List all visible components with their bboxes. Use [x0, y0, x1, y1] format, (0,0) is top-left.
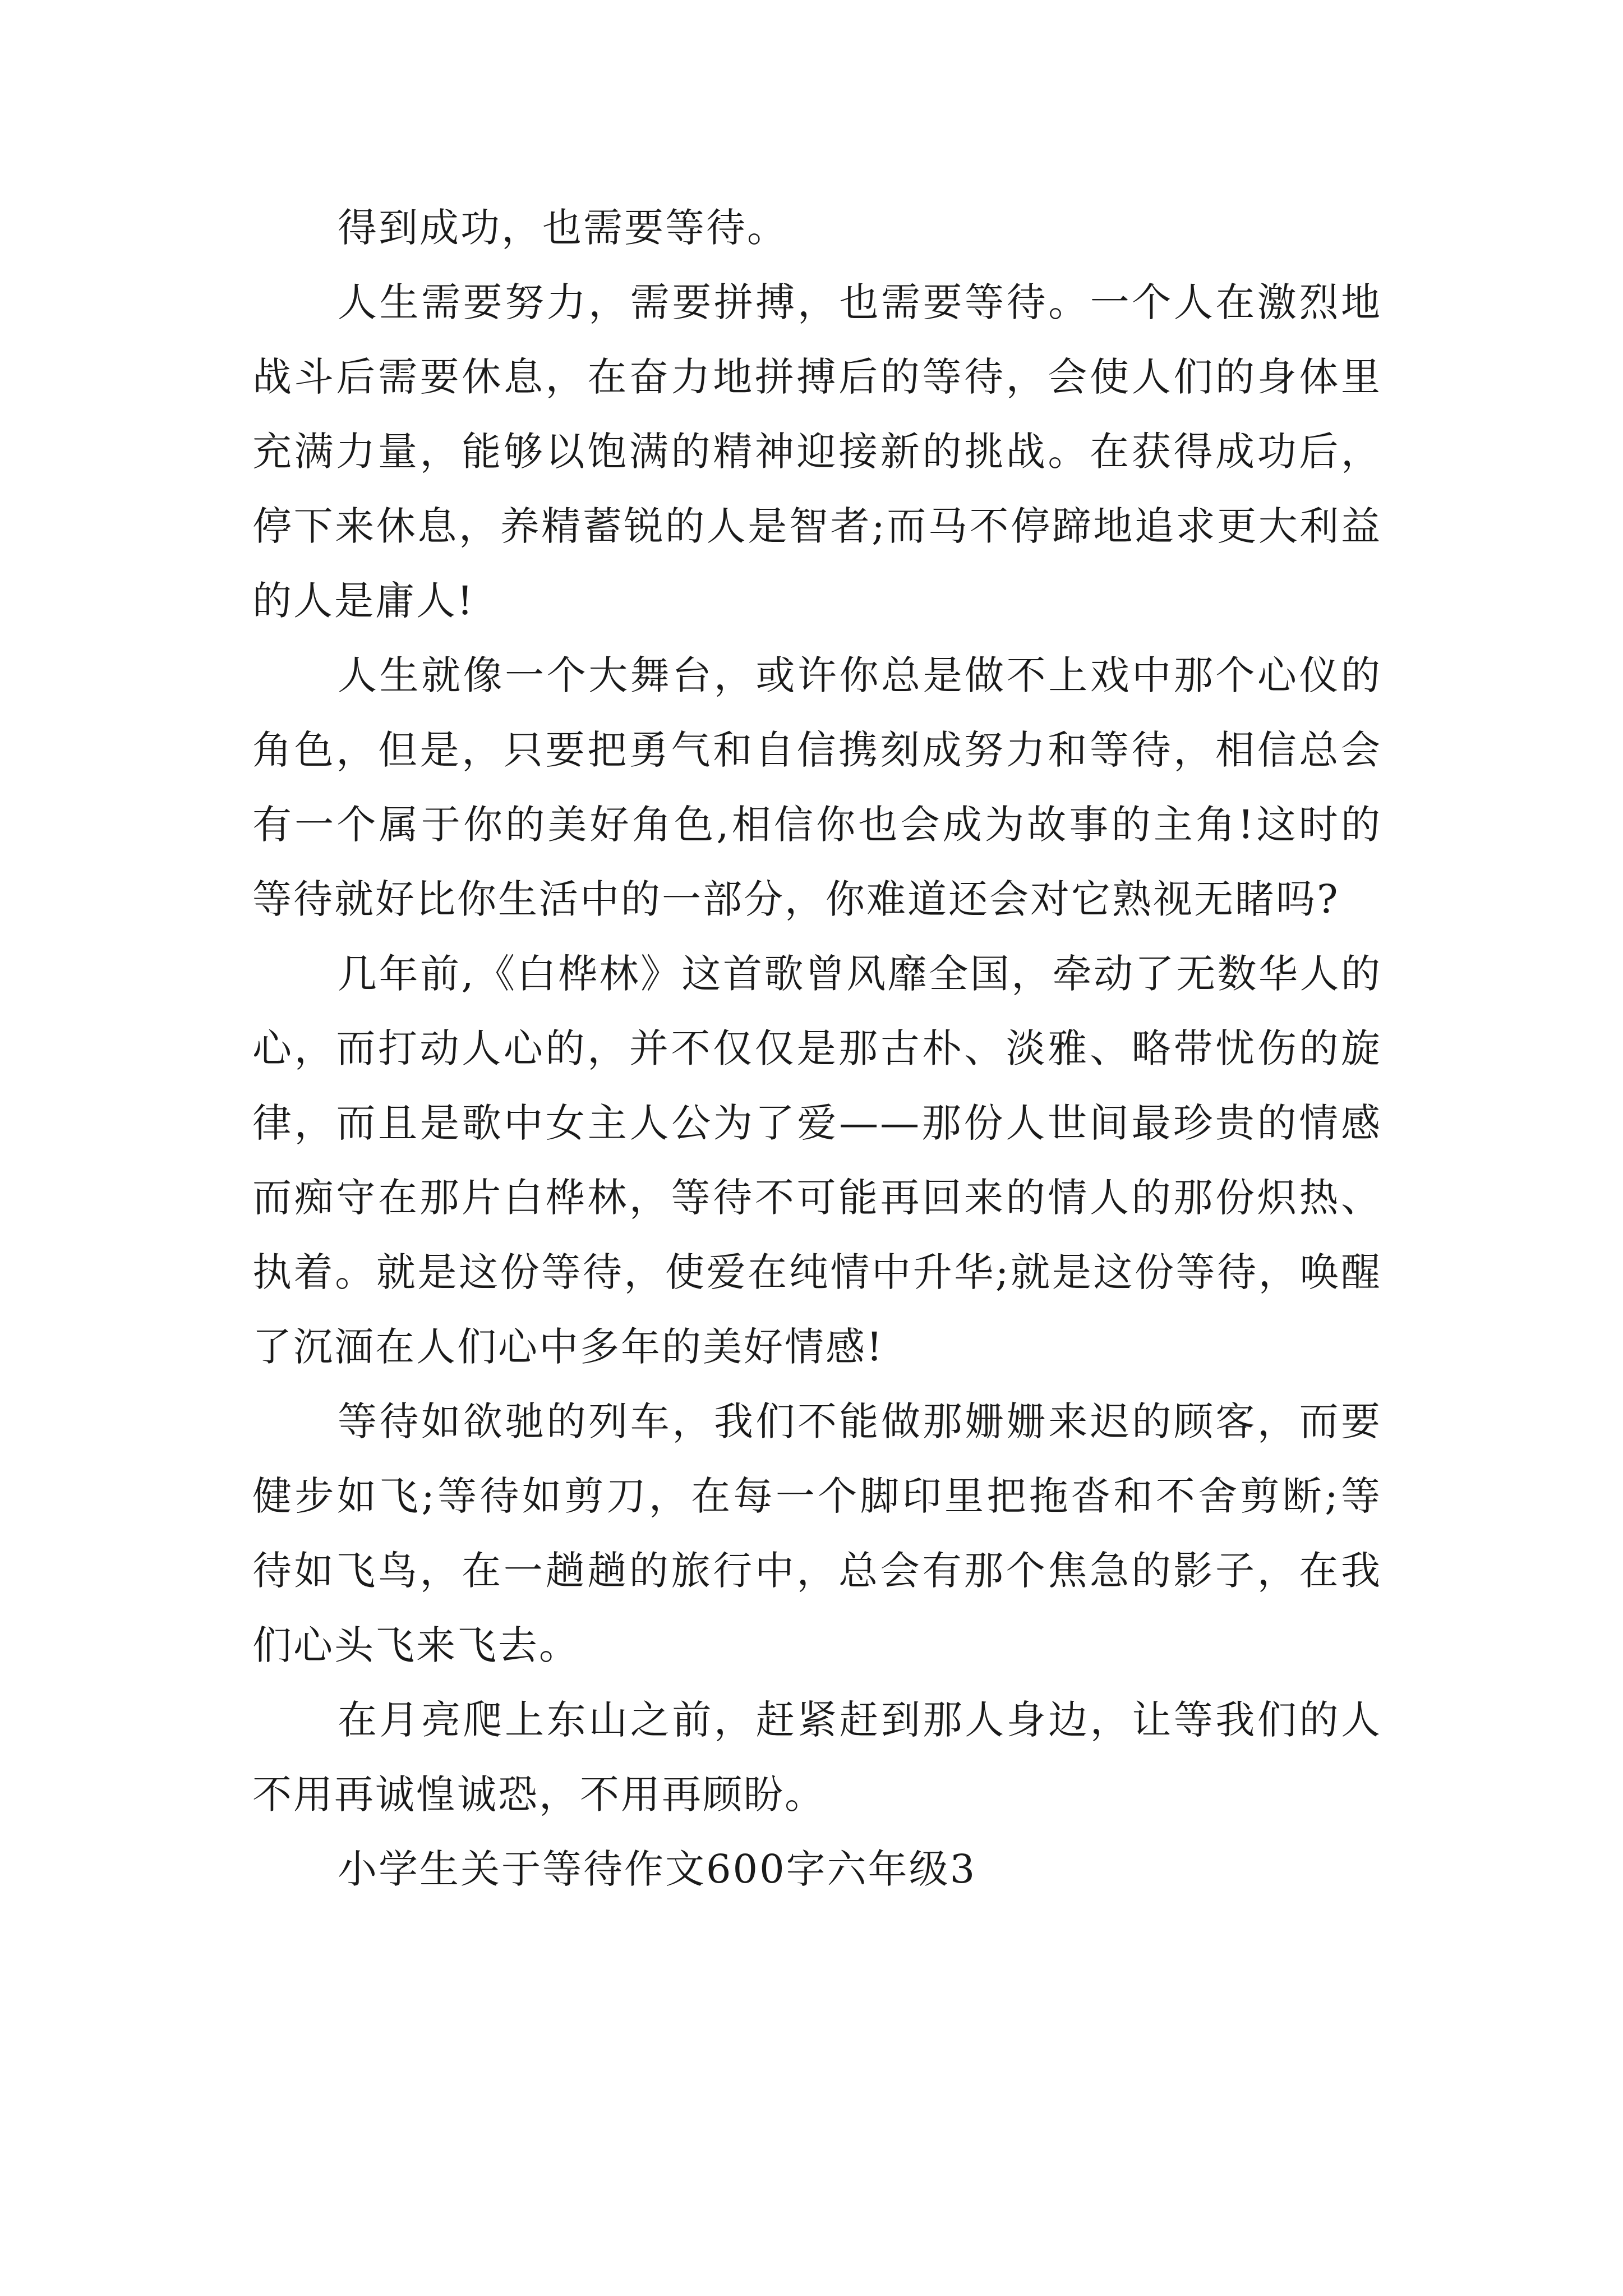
paragraph-5: 等待如欲驰的列车，我们不能做那姗姗来迟的顾客，而要健步如飞;等待如剪刀，在每一个脚印里把拖沓和不舍剪断;等待如飞鸟，在一趟趟的旅行中，总会有那个焦急的影子，在我们心头飞来飞去。 [252, 1398, 1382, 1668]
paragraph-2: 人生需要努力，需要拼搏，也需要等待。一个人在激烈地战斗后需要休息，在奋力地拼搏后的等待，会使人们的身体里充满力量，能够以饱满的精神迎接新的挑战。在获得成功后，停下来休息，养精蓄锐的人是智者;而马不停蹄地追求更大利益的人是庸人! [252, 279, 1382, 624]
section-heading: 小学生关于等待作文600字六年级3 [338, 1846, 977, 1892]
document-page [252, 191, 1382, 1907]
paragraph-4: 几年前,《白桦林》这首歌曾风靡全国，牵动了无数华人的心，而打动人心的，并不仅仅是那古朴、淡雅、略带忧伤的旋律，而且是歌中女主人公为了爱——那份人世间最珍贵的情感而痴守在那片白桦林，等待不可能再回来的情人的那份炽热、执着。就是这份等待，使爱在纯情中升华;就是这份等待，唤醒了沉湎在人们心中多年的美好情感! [252, 951, 1382, 1370]
paragraph-6: 在月亮爬上东山之前，赶紧赶到那人身边，让等我们的人不用再诚惶诚恐，不用再顾盼。 [252, 1697, 1382, 1818]
paragraph-3: 人生就像一个大舞台，或许你总是做不上戏中那个心仪的角色，但是，只要把勇气和自信携刻成努力和等待，相信总会有一个属于你的美好角色,相信你也会成为故事的主角!这时的等待就好比你生活中的一部分，你难道还会对它熟视无睹吗? [252, 652, 1382, 922]
paragraph-1: 得到成功，也需要等待。 [338, 205, 788, 251]
